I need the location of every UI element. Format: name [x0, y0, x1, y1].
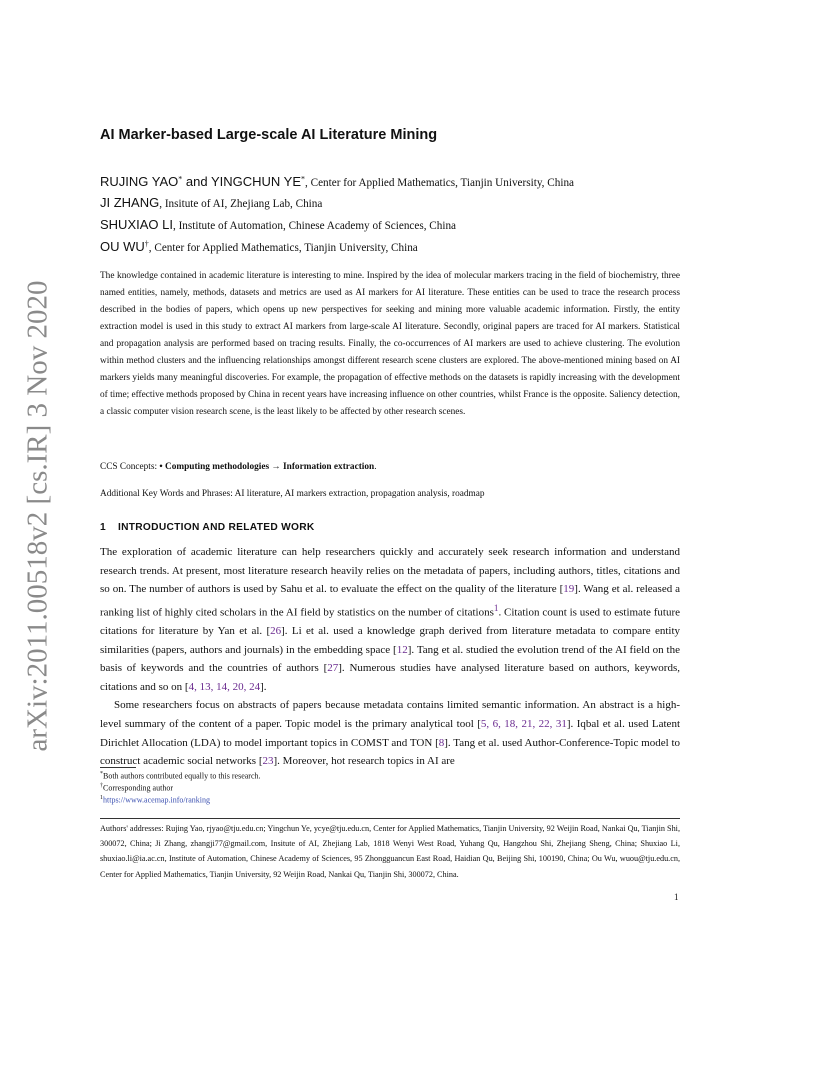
body-text: [100, 543, 680, 771]
author-affiliation: , Institute of Automation, Chinese Academy of Sciences, China: [172, 220, 457, 232]
address-divider: [100, 818, 680, 819]
citation-link[interactable]: 5, 6, 18, 21, 22, 31: [480, 718, 567, 730]
arxiv-id: arXiv:2011.00518v2 [cs.IR] 3 Nov 2020: [21, 280, 54, 752]
citation-link[interactable]: 23: [262, 755, 274, 768]
author-line-1: RUJING YAO* and YINGCHUN YE*, Center for Applied Mathematics, Tianjin University, China: [100, 174, 574, 189]
paper-title: AI Marker-based Large-scale AI Literature Mining: [100, 127, 438, 143]
footnote: $^1$https://www.acemap.info/ranking: [100, 795, 211, 805]
footnote-link[interactable]: 1: [493, 602, 499, 613]
author-line-4: OU WU†, Center for Applied Mathematics, Tianjin University, China: [100, 239, 418, 254]
author-name: RUJING YAO: [100, 174, 179, 189]
footnote: *Both authors contributed equally to this research.: [100, 771, 261, 781]
author-addresses: Authors' addresses: Rujing Yao, rjyao@tju.edu.cn; Yingchun Ye, ycye@tju.edu.cn, Center for Applied Mathematics, Tianjin University, 92 Weijin Road, Nankai Qu, Tianjin Shi, 300072, China; Ji Zhang, zhangji77@gmail.com, Insitute of AI, Zhejiang Lab, 1818 Wenyi West Road, Yuhang Qu, Hangzhou Shi, Zhejiang Sheng, China; Shuxiao Li, shuxiao.li@ia.ac.cn, Institute of Automation, Chinese Academy of Sciences, 95 Zhongguancun East Road, Haidian Qu, Beijing Shi, 100190, China; Ou Wu, wuou@tju.edu.cn, Center for Applied Mathematics, Tianjin University, 92 Weijin Road, Nankai Qu, Tianjin Shi, 300072, China.: [100, 824, 680, 879]
keywords: Additional Key Words and Phrases: AI literature, AI markers extraction, propagation analysis, roadmap: [100, 489, 485, 499]
author-name: SHUXIAO LI: [100, 217, 173, 232]
abstract: [100, 268, 680, 421]
footnote-divider: [100, 767, 136, 768]
section-title: INTRODUCTION AND RELATED WORK: [117, 522, 315, 533]
paragraph: Some researchers focus on abstracts of papers because metadata contains limited semantic information. An abstract is a high-level summary of the content of a paper. Topic model is the primary analytical tool [5, 6, 18, 21, 22, 31]. Iqbal et al. used Latent Dirichlet Allocation (LDA) to model important topics in COMST and TON [8]. Tang et al. used Author-Conference-Topic model to construct academic social networks [23]. Moreover, hot research topics in AI are: [100, 699, 680, 768]
section-number: 1: [100, 522, 106, 533]
citation-link[interactable]: 8: [438, 736, 445, 749]
section-heading: [100, 522, 315, 533]
citation-link[interactable]: 4, 13, 14, 20, 24: [188, 680, 261, 693]
citation-link[interactable]: 19: [563, 583, 575, 596]
author-affiliation: , Center for Applied Mathematics, Tianjin University, China: [305, 177, 574, 189]
citation-link[interactable]: 12: [396, 643, 408, 656]
author-name: JI ZHANG: [100, 195, 160, 210]
author-line-3: [100, 217, 456, 232]
footnote-url-link[interactable]: https://www.acemap.info/ranking: [103, 795, 211, 805]
arxiv-stamp: [20, 280, 56, 752]
ccs-concepts: CCS Concepts: • Computing methodologies → Information extraction.: [100, 462, 377, 472]
paragraph: The exploration of academic literature can help researchers quickly and accurately seek research information and understand research trends. At present, most literature research heavily relies on the metadata of papers, including authors, titles, citations and so on. The number of authors is used by Sahu et al. to evaluate the effect on the quality of the literature [19]. Wang et al. released a ranking list of highly cited scholars in the AI field by statistics on the number of citations$^1$. Citation count is used to estimate future citations for literature by Yan et al. [26]. Li et al. used a knowledge graph derived from literature metadata to compare entity similarities (papers, authors and journals) in the embedding space [12]. Tang et al. studied the evolution trend of the AI field on the basis of keywords and the countries of authors [27]. Numerous studies have analysed literature based on authors, keywords, citations and so on [4, 13, 14, 20, 24].: [100, 546, 681, 693]
citation-link[interactable]: 27: [327, 662, 339, 675]
abstract-text: The knowledge contained in academic literature is interesting to mine. Inspired by the idea of molecular markers tracing in the field of biochemistry, three named entities, namely, methods, datasets and metrics are used as AI markers for AI literature. These entities can be used to trace the research process described in the bodies of papers, which opens up new perspectives for seeking and mining more valuable academic information. Firstly, the entity extraction model is used in this study to extract AI markers from large-scale AI literature. Secondly, original papers are traced for AI markers. Statistical and propagation analysis are performed based on tracing results. Finally, the co-occurrences of AI markers are used to achieve clustering. The evolution within method clusters and the influencing relationships amongst different research scene clusters are explored. The above-mentioned mining based on AI markers yields many meaningful discoveries. For example, the propagation of effective methods on the datasets is rapidly increasing with the development of time; effective methods proposed by China in recent years have increasing influence on other countries, whilst France is the opposite. Saliency detection, a classic computer vision research scene, is the least likely to be affected by other research scenes.: [100, 271, 680, 417]
citation-link[interactable]: 26: [270, 625, 282, 638]
author-affiliation: , Center for Applied Mathematics, Tianjin University, China: [148, 242, 418, 254]
author-line-2: [100, 195, 322, 210]
footnote: †Corresponding author: [100, 783, 173, 793]
page-number: 1: [674, 892, 679, 902]
author-name: YINGCHUN YE: [210, 174, 302, 189]
author-affiliation: , Insitute of AI, Zhejiang Lab, China: [159, 198, 323, 210]
author-name: OU WU: [100, 239, 145, 254]
